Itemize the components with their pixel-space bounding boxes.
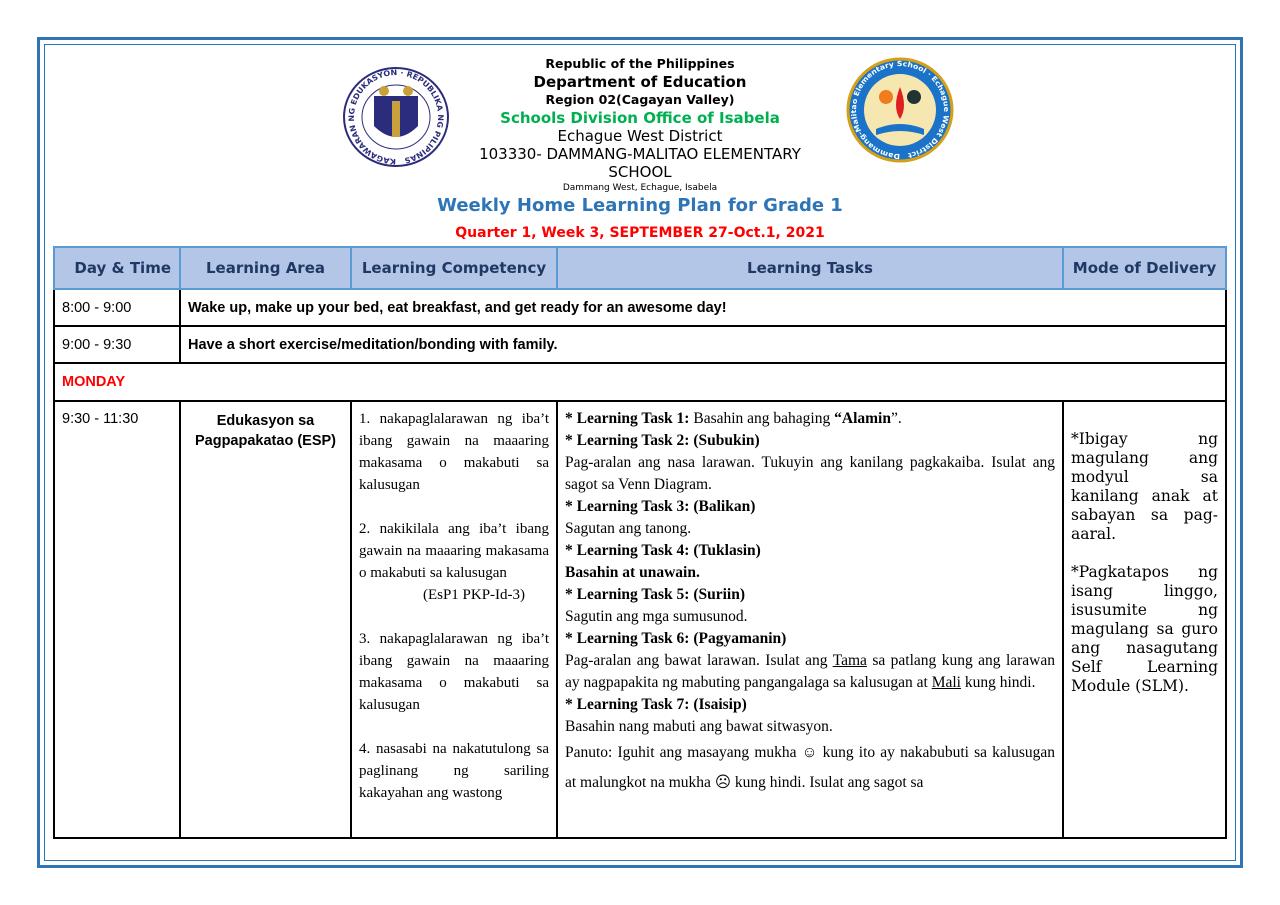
competency-item: 2. nakikilala ang iba’t ibang gawain na maaaring makasama o makabuti sa kalusugan <box>359 521 549 581</box>
col-learning-tasks: Learning Tasks <box>557 247 1063 289</box>
learning-area-cell: Edukasyon sa Pagpapakatao (ESP) <box>180 401 351 838</box>
task-3-text: Sagutan ang tanong. <box>565 520 692 537</box>
school-name: 103330- DAMMANG-MALITAO ELEMENTARY SCHOOL <box>479 145 801 181</box>
table-header-row <box>54 247 1226 289</box>
task-7-text: Basahin nang mabuti ang bawat sitwasyon. <box>565 718 833 735</box>
task-4-text: Basahin at unawain. <box>565 564 700 581</box>
republic-text: Republic of the Philippines <box>545 56 735 71</box>
learning-tasks-cell <box>557 401 1063 838</box>
competency-item: 3. nakapaglalarawan ng iba’t ibang gawain na maaaring makasama o makabuti sa kalusugan <box>359 631 549 713</box>
task-5-label: * Learning Task 5: (Suriin) <box>565 586 746 603</box>
competency-item: 1. nakapaglalarawan ng iba’t ibang gawain na maaaring makasama o makabuti sa kalusugan <box>359 411 549 493</box>
division-text: Schools Division Office of Isabela <box>500 109 780 127</box>
task-7-instructions: Panuto: Iguhit ang masayang mukha ☺ kung ito ay nakabubuti sa kalusugan at malungkot na mukha ☹ kung hindi. Isulat ang sagot sa <box>565 744 1056 791</box>
activity-cell: Have a short exercise/meditation/bonding with family. <box>180 326 1226 363</box>
sad-face-icon: ☹ <box>714 774 731 791</box>
competency-item: 4. nasasabi na nakatutulong sa paglinang ng sariling kakayahan ang wastong <box>359 741 549 801</box>
task-5-text: Sagutin ang mga sumusunod. <box>565 608 748 625</box>
letterhead <box>340 55 940 195</box>
competency-code: (EsP1 PKP-Id-3) <box>422 587 526 603</box>
mode-item: *Pagkatapos ng isang linggo, isusumite ng magulang sa guro ang nasagutang Self Learning Module (SLM). <box>1071 563 1218 695</box>
school-logo-ring-text: Dammang-Malitao Elementary School · Echague West District <box>849 59 951 161</box>
competency-cell <box>351 401 557 838</box>
table-row <box>54 401 1226 838</box>
document-title: Weekly Home Learning Plan for Grade 1 <box>437 195 843 216</box>
task-2-text: Pag-aralan ang nasa larawan. Tukuyin ang kanilang pagkakaiba. Isulat ang sagot sa Venn Diagram. <box>565 454 1055 493</box>
task-1: * Learning Task 1: Basahin ang bahaging “Alamin”. <box>565 410 902 427</box>
mode-of-delivery-cell <box>1063 401 1226 838</box>
day-row <box>54 363 1226 401</box>
task-3-label: * Learning Task 3: (Balikan) <box>565 498 756 515</box>
smiley-face-icon: ☺ <box>801 744 818 761</box>
day-label: MONDAY <box>54 363 1226 401</box>
activity-cell: Wake up, make up your bed, eat breakfast, and get ready for an awesome day! <box>180 289 1226 326</box>
time-cell: 9:30 - 11:30 <box>54 401 180 838</box>
school-address: Dammang West, Echague, Isabela <box>562 183 718 193</box>
col-day-time: Day & Time <box>54 247 180 289</box>
col-mode-of-delivery: Mode of Delivery <box>1063 247 1226 289</box>
document-subtitle: Quarter 1, Week 3, SEPTEMBER 27-Oct.1, 2021 <box>455 225 825 241</box>
time-cell: 9:00 - 9:30 <box>54 326 180 363</box>
task-2-label: * Learning Task 2: (Subukin) <box>565 432 760 449</box>
col-learning-competency: Learning Competency <box>351 247 557 289</box>
table-row <box>54 326 1226 363</box>
department-text: Department of Education <box>533 73 747 91</box>
time-cell: 8:00 - 9:00 <box>54 289 180 326</box>
deped-logo-ring-text: KAGAWARAN NG EDUKASYON · REPUBLIKA NG PILIPINAS <box>346 67 446 167</box>
table-row <box>54 289 1226 326</box>
col-learning-area: Learning Area <box>180 247 351 289</box>
task-4-label: * Learning Task 4: (Tuklasin) <box>565 542 761 559</box>
learning-plan-table <box>53 246 1227 839</box>
district-text: Echague West District <box>557 127 723 145</box>
task-6-text: Pag-aralan ang bawat larawan. Isulat ang Tama sa patlang kung ang larawan ay nagpapakita ng mabuting pangangalaga sa kalusugan at Mali kung hindi. <box>565 652 1055 691</box>
mode-item: *Ibigay ng magulang ang modyul sa kanilang anak at sabayan sa pag-aaral. <box>1071 430 1218 543</box>
region-text: Region 02(Cagayan Valley) <box>545 92 735 107</box>
task-7-label: * Learning Task 7: (Isaisip) <box>565 696 747 713</box>
task-6-label: * Learning Task 6: (Pagyamanin) <box>565 630 787 647</box>
